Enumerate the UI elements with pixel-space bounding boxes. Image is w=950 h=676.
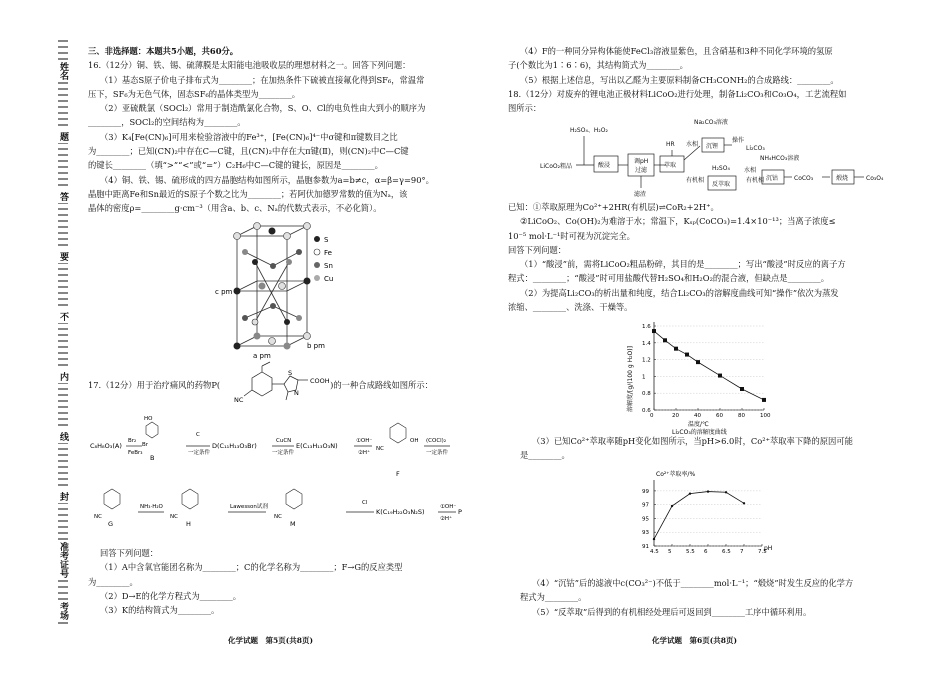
compound-p: P [458, 508, 462, 516]
legend-swatch-fe [314, 249, 320, 255]
data-point [725, 491, 727, 493]
flow-label: 水相 [744, 167, 757, 174]
y-tick-label: 1 [642, 374, 646, 381]
q18-line: （5）“反萃取”后得到的有机相经处理后可返回到________工序中循环利用。 [532, 606, 812, 617]
svg-text:C: C [196, 432, 200, 438]
series-line [654, 331, 764, 400]
axis-a-label: a pm [253, 352, 271, 360]
data-point [674, 347, 678, 351]
strip-label: 考场 [58, 602, 68, 620]
page-footer-left: 化学试题 第5页(共8页) [228, 636, 314, 645]
flow-label: Li₂CO₃ [746, 145, 765, 152]
page-footer-right: 化学试题 第6页(共8页) [652, 636, 738, 645]
right-page-bottom [520, 576, 930, 619]
flow-box-text: 酸浸 [598, 162, 611, 169]
data-point [707, 490, 709, 492]
q16-line: 为________；已知(CN)₂中存在C—C键，且(CN)₂中存在大π键(Ⅱ)，则(CN)₂中C—C键 [88, 146, 409, 157]
chart1-xlabel: 温度/℃ [688, 421, 709, 428]
compound-h-label: H [186, 520, 191, 528]
q16-line: ________，SOCl₂的空间结构为________。 [88, 117, 246, 128]
strip-label: 准考证号 [58, 542, 68, 578]
svg-text:COOH: COOH [310, 377, 330, 385]
flow-label: 有机相 [746, 177, 765, 184]
q18-line: ②LiCoO₂、Co(OH)₂为难溶于水；常温下，Kₛₚ(CoCO₃)=1.4×10⁻¹³；当离子浓度≤ [520, 216, 836, 227]
y-tick-label: 1.6 [642, 324, 651, 330]
process-flow-diagram [540, 116, 920, 200]
strip-label: 要 [58, 252, 68, 261]
q18-line: （4）“沉钴”后的滤液中c(CO₃²⁻)不低于________mol·L⁻¹；“煅烧”时发生反应的化学方 [532, 578, 854, 588]
svg-text:S: S [288, 369, 293, 377]
q18-line: 图所示： [508, 103, 542, 114]
axis-b-label: b pm [307, 342, 325, 350]
arrow-label: CuCN [276, 438, 292, 444]
q16-line: （1）基态S原子价电子排布式为________；在加热条件下硫被直接氟化得到SF₆，常温常 [100, 74, 425, 85]
series-line [654, 492, 744, 540]
compound-a: C₈H₈O₃(A) [90, 442, 122, 450]
strip-label: 姓名 [58, 62, 68, 80]
legend-swatch-cu [314, 275, 320, 281]
chart1-caption: Li₂CO₃的溶解度曲线 [672, 429, 727, 436]
svg-text:调pH: 调pH [634, 158, 649, 165]
extraction-rate-chart [636, 466, 776, 572]
data-point [663, 338, 667, 342]
compound-m-label: M [290, 520, 296, 528]
flow-label: Na₂CO₃溶液 [694, 119, 728, 126]
q18-line: 已知：①萃取原理为Co²⁺+2HR(有机层)⇌CoR₂+2H⁺。 [508, 202, 719, 212]
q18-line: （3）已知Co²⁺萃取率随pH变化如图所示，当pH>6.0时，Co²⁺萃取率下降的原因可能 [532, 436, 853, 446]
x-tick-label: 6 [704, 549, 708, 555]
compound-g-label: G [108, 520, 114, 528]
flow-label: 滤渣 [634, 191, 647, 198]
data-point [685, 353, 689, 357]
y-tick-label: 95 [642, 516, 649, 523]
data-point [696, 360, 700, 364]
q17-intro-text: 17.（12分）用于治疗痛风的药物P( [88, 380, 221, 390]
svg-text:NC: NC [274, 514, 282, 520]
flow-box-text: 萃取 [664, 162, 677, 169]
data-point [743, 502, 745, 504]
svg-text:Cl: Cl [362, 500, 368, 506]
section-header: 三、非选择题：本题共5小题，共60分。 [88, 46, 239, 56]
binding-line [58, 40, 68, 626]
compound-b-label: B [150, 454, 155, 462]
y-tick-label: 99 [642, 488, 649, 495]
q17-line: 子(个数比为1∶6∶6)，其结构简式为________。 [508, 60, 688, 71]
flow-label: 操作 [732, 137, 745, 144]
flow-label: 水相 [686, 141, 699, 148]
y-tick-label: 91 [642, 544, 649, 550]
data-point [762, 398, 766, 402]
left-page [88, 44, 468, 216]
x-tick-label: 100 [760, 413, 771, 419]
data-point [652, 329, 656, 333]
q16-line: 16.（12分）铜、铁、锡、硫薄膜是太阳能电池吸收层的理想材料之一。回答下列问题： [88, 60, 411, 71]
x-tick-label: 80 [738, 413, 745, 419]
synthesis-route [90, 398, 470, 533]
legend-label-sn: Sn [324, 262, 333, 270]
arrow-label: ①OH⁻ [440, 504, 457, 510]
y-tick-label: 97 [642, 502, 649, 509]
q17-line: 为________。 [88, 576, 138, 587]
legend-label-fe: Fe [324, 249, 332, 257]
legend-swatch-sn [314, 262, 320, 268]
arrow-label: 一定条件 [188, 450, 211, 456]
q17-line: （4）F的一种同分异构体能使FeCl₃溶液显紫色，且含硝基和3种不同化学环境的氢原 [520, 46, 833, 56]
flow-box-text: 反萃取 [712, 181, 731, 188]
axis-c-label: c pm [215, 288, 233, 296]
q18-line: 回答下列问题： [508, 244, 567, 255]
compound-f-label: F [396, 470, 400, 478]
strip-label: 封 [58, 492, 68, 501]
flow-label: LiCoO₂粗品 [540, 163, 572, 170]
q17-line: （2）D→E的化学方程式为________。 [100, 590, 242, 601]
svg-text:HO: HO [144, 416, 153, 422]
arrow-label: ①OH⁻ [356, 438, 373, 444]
q16-line: 晶体的密度ρ=________g·cm⁻³（用含a、b、c、Nₐ的代数式表示，不必化简）。 [88, 203, 382, 214]
data-point [689, 492, 691, 494]
solubility-chart [628, 318, 778, 436]
q17-line: （5）根据上述信息，写出以乙醛为主要原料制备CH₃CONH₂的合成路线：________。 [520, 74, 839, 85]
q17-intro-tail: )的一种合成路线如图所示： [330, 380, 433, 390]
arrow-label: (COCl)₂ [426, 438, 447, 444]
svg-text:N: N [294, 389, 299, 397]
legend-label-cu: Cu [324, 275, 334, 283]
strip-label: 线 [58, 432, 68, 441]
flow-label: 有机相 [686, 177, 705, 184]
x-tick-label: 5 [668, 549, 672, 555]
svg-text:过滤: 过滤 [635, 167, 648, 174]
x-tick-label: 40 [694, 413, 701, 419]
x-tick-label: 5.5 [686, 549, 695, 555]
q16-line: 压下，SF₆为无色气体，固态SF₆的晶体类型为________。 [88, 88, 301, 99]
q18-line: 程式为________。 [520, 592, 587, 603]
svg-text:NC: NC [234, 396, 244, 404]
binding-strip [0, 40, 72, 626]
q17-questions [88, 546, 470, 617]
strip-label: 内 [58, 372, 68, 381]
svg-text:OH: OH [410, 438, 419, 444]
flow-label: HR [666, 141, 675, 148]
compound-k: K(C₁₉H₂₂O₃N₂S) [376, 508, 425, 516]
right-page-mid [508, 200, 928, 314]
arrow-label: ②H⁺ [358, 450, 370, 456]
q17-line: （3）K的结构简式为________。 [100, 605, 220, 616]
strip-label: 题 [58, 132, 68, 141]
strip-label: 答 [58, 192, 68, 201]
arrow-label: Lawesson试剂 [230, 504, 268, 510]
strip-label: 不 [58, 312, 68, 321]
svg-text:NC: NC [94, 514, 102, 520]
q18-line: 浓缩、________、洗涤、干燥等。 [508, 302, 633, 313]
arrow-label: 一定条件 [426, 450, 449, 456]
q17-line: （1）A中含氧官能团名称为________；C的化学名称为________；F→G的反应类型 [100, 562, 403, 573]
x-tick-label: 4.5 [650, 549, 659, 555]
data-point [718, 374, 722, 378]
compound-e: E(C₁₃H₁₃O₃N) [296, 442, 338, 450]
flow-box-text: 沉锂 [706, 143, 719, 150]
chart2-ylabel: Co²⁺萃取率/% [656, 471, 696, 478]
chart2-xlabel: pH [764, 545, 773, 552]
q17-line: 回答下列问题： [100, 548, 159, 558]
q16-line: 的键长________（填“>”“<”或“=”）C₂H₆中C—C键的键长，原因是________。 [88, 160, 383, 171]
q18-line: 程式：________；“酸浸”时可用盐酸代替H₂SO₄和H₂O₂的混合液，但缺点是________。 [508, 273, 830, 284]
arrow-label: NH₃·H₂O [140, 504, 163, 510]
y-tick-label: 0.8 [642, 391, 651, 398]
y-tick-label: 1.4 [642, 340, 651, 347]
arrow-label: 一定条件 [272, 450, 295, 456]
flow-box-text: 煅烧 [836, 175, 849, 182]
data-point [740, 387, 744, 391]
compound-d: D(C₁₁H₁₃O₃Br) [212, 442, 257, 450]
q18-line: （2）为提高Li₂CO₃的析出量和纯度，结合Li₂CO₃的溶解度曲线可知“操作”依次为蒸发 [520, 287, 839, 298]
flow-box-text: 沉钴 [766, 175, 779, 182]
x-tick-label: 7.5 [758, 549, 767, 555]
x-tick-label: 6.5 [722, 549, 731, 555]
legend-swatch-s [314, 236, 320, 242]
y-tick-label: 93 [642, 530, 649, 537]
flow-label: Co₃O₄ [866, 175, 884, 182]
q18-line: 10⁻⁵ mol·L⁻¹时可视为沉淀完全。 [508, 230, 635, 241]
x-tick-label: 0 [650, 413, 654, 419]
flow-label: NH₄HCO₃溶液 [760, 155, 800, 162]
right-page-top [508, 44, 928, 115]
y-tick-label: 1.2 [642, 357, 651, 364]
flow-label: H₂SO₄、H₂O₂ [570, 127, 608, 134]
data-point [671, 505, 673, 507]
svg-text:NC: NC [170, 514, 178, 520]
q16-line: （4）铜、铁、锡、硫形成的四方晶胞结构如图所示，晶胞参数为a=b≠c，α=β=γ=90°。 [100, 174, 434, 185]
crystal-legend [312, 234, 352, 284]
x-tick-label: 60 [716, 413, 723, 419]
x-tick-label: 7 [740, 549, 744, 555]
q18-line: 18.（12分）对废弃的锂电池正极材料LiCoO₂进行处理，制备Li₂CO₃和Co₃O₄，工艺流程如 [508, 88, 847, 99]
right-page-q3 [520, 434, 930, 463]
q16-line: （2）亚硫酰氯（SOCl₂）常用于制造酰氯化合物，S、O、Cl的电负性由大到小的顺序为 [100, 103, 426, 114]
chart1-ylabel: 溶解度/[g/(100 g H₂O)] [627, 346, 634, 412]
legend-label-s: S [324, 236, 329, 244]
q18-line: （1）“酸浸”前，需将LiCoO₂粗品粉碎，其目的是________；写出“酸浸”时反应的离子方 [520, 259, 846, 270]
y-tick-label: 0.6 [642, 408, 651, 414]
data-point [653, 538, 655, 540]
svg-text:NC: NC [376, 446, 384, 452]
arrow-label: ②H⁺ [440, 516, 452, 522]
q16-line: （3）K₄[Fe(CN)₆]可用来检验溶液中的Fe³⁺，[Fe(CN)₆]⁴⁻中σ键和π键数目之比 [100, 131, 398, 142]
flow-label: H₂SO₄ [712, 165, 730, 172]
q18-line: 是________。 [520, 450, 570, 461]
arrow-label: FeBr₃ [128, 450, 143, 456]
svg-text:Br: Br [142, 442, 149, 448]
x-tick-label: 20 [672, 413, 679, 419]
arrow-label: Br₂ [128, 438, 137, 444]
q16-line: 晶胞中距离Fe和Sn最近的S原子个数之比为________；若阿伏加德罗常数的值为Nₐ，该 [88, 188, 408, 199]
flow-label: CoCO₃ [794, 175, 814, 182]
